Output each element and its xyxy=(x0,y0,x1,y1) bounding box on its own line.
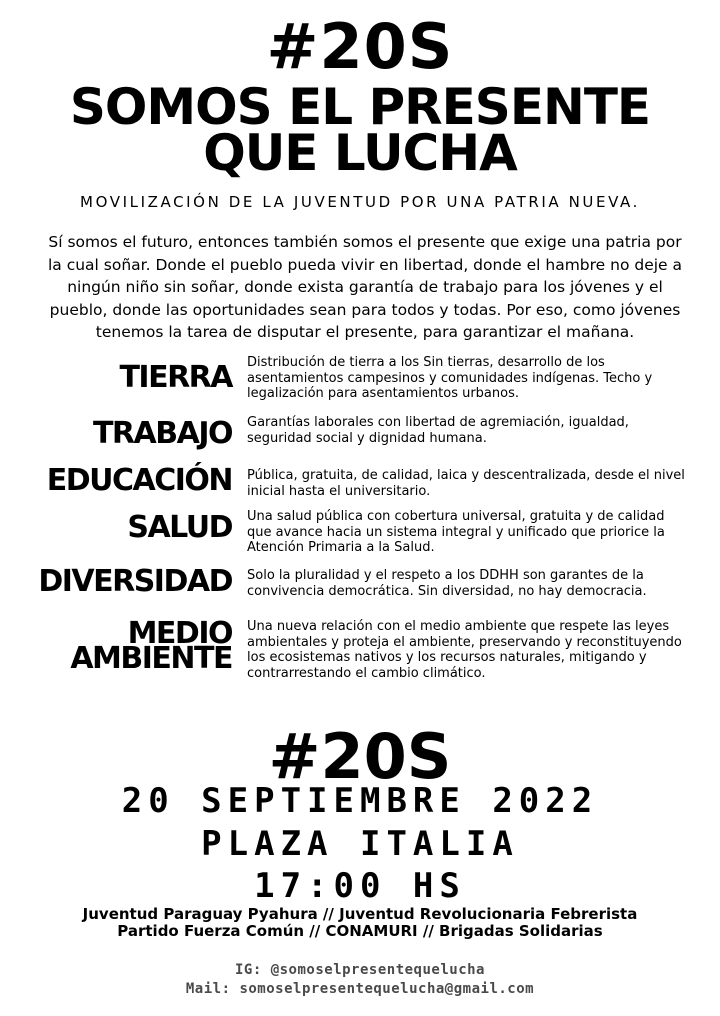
instagram-handle: IG: @somoselpresentequelucha xyxy=(234,962,485,978)
pillar-name-line-2: AMBIENTE xyxy=(70,641,232,676)
pillar-description: Garantías laborales con libertad de agremiación, igualdad, seguridad social y dignidad humana. xyxy=(247,415,629,446)
pillar-description: Distribución de tierra a los Sin tierras, desarrollo de los asentamientos campesinos y comunidades indígenas. Techo y legalización para asentamientos urbanos. xyxy=(247,355,653,401)
organizations-line-1: Juventud Paraguay Pyahura // Juventud Revolucionaria Febrerista xyxy=(82,905,638,923)
contact-mail: Mail: somoselpresentequelucha@gmail.com xyxy=(185,981,535,997)
event-hashtag: #20S xyxy=(268,720,452,793)
headline xyxy=(0,78,720,182)
pillar-name: TRABAJO xyxy=(92,416,232,451)
headline-line-2: QUE LUCHA xyxy=(203,124,517,182)
pillar-name-line-1: MEDIO xyxy=(127,616,232,651)
hashtag-title: #20S xyxy=(266,10,454,83)
event-place: PLAZA ITALIA xyxy=(201,824,519,864)
pillar-name: EDUCACIÓN xyxy=(46,463,232,498)
pillar-name: DIVERSIDAD xyxy=(38,564,232,599)
pillar-name: TIERRA xyxy=(119,360,232,395)
pillar-description: Una nueva relación con el medio ambiente que respete las leyes ambientales y proteja el ambiente, preservando y reconstituyendo los ecosistemas nativos y los recursos naturales, mitigando y contrarrestando el cambio climático. xyxy=(247,619,682,681)
event-time: 17:00 HS xyxy=(254,866,466,906)
intro-paragraph: Sí somos el futuro, entonces también somos el presente que exige una patria por la cual soñar. Donde el pueblo pueda vivir en libertad, donde el hambre no deje a ningún niño sin soñar, donde exista garantía de trabajo para los jóvenes y el pueblo, donde las oportunidades sean para todos y todas. Por eso, como jóvenes tenemos la tarea de disputar el presente, para garantizar el mañana. xyxy=(47,233,683,341)
organizations-line-2: Partido Fuerza Común // CONAMURI // Brigadas Solidarias xyxy=(117,922,603,940)
pillar-name xyxy=(70,616,232,676)
subtitle: MOVILIZACIÓN DE LA JUVENTUD POR UNA PATRIA NUEVA. xyxy=(80,193,640,211)
pillar-description: Solo la pluralidad y el respeto a los DDHH son garantes de la convivencia democrática. Sin diversidad, no hay democracia. xyxy=(247,568,647,599)
headline-line-1: SOMOS EL PRESENTE xyxy=(69,78,651,136)
contact-info xyxy=(0,961,720,999)
pillar-name: SALUD xyxy=(127,510,232,545)
pillar-description: Pública, gratuita, de calidad, laica y descentralizada, desde el nivel inicial hasta el universitario. xyxy=(247,468,685,499)
organizations xyxy=(0,906,720,940)
pillar-description: Una salud pública con cobertura universal, gratuita y de calidad que avance hacia un sistema integral y unificado que priorice la Atención Primaria a la Salud. xyxy=(247,509,665,555)
event-date: 20 SEPTIEMBRE 2022 xyxy=(121,781,599,821)
